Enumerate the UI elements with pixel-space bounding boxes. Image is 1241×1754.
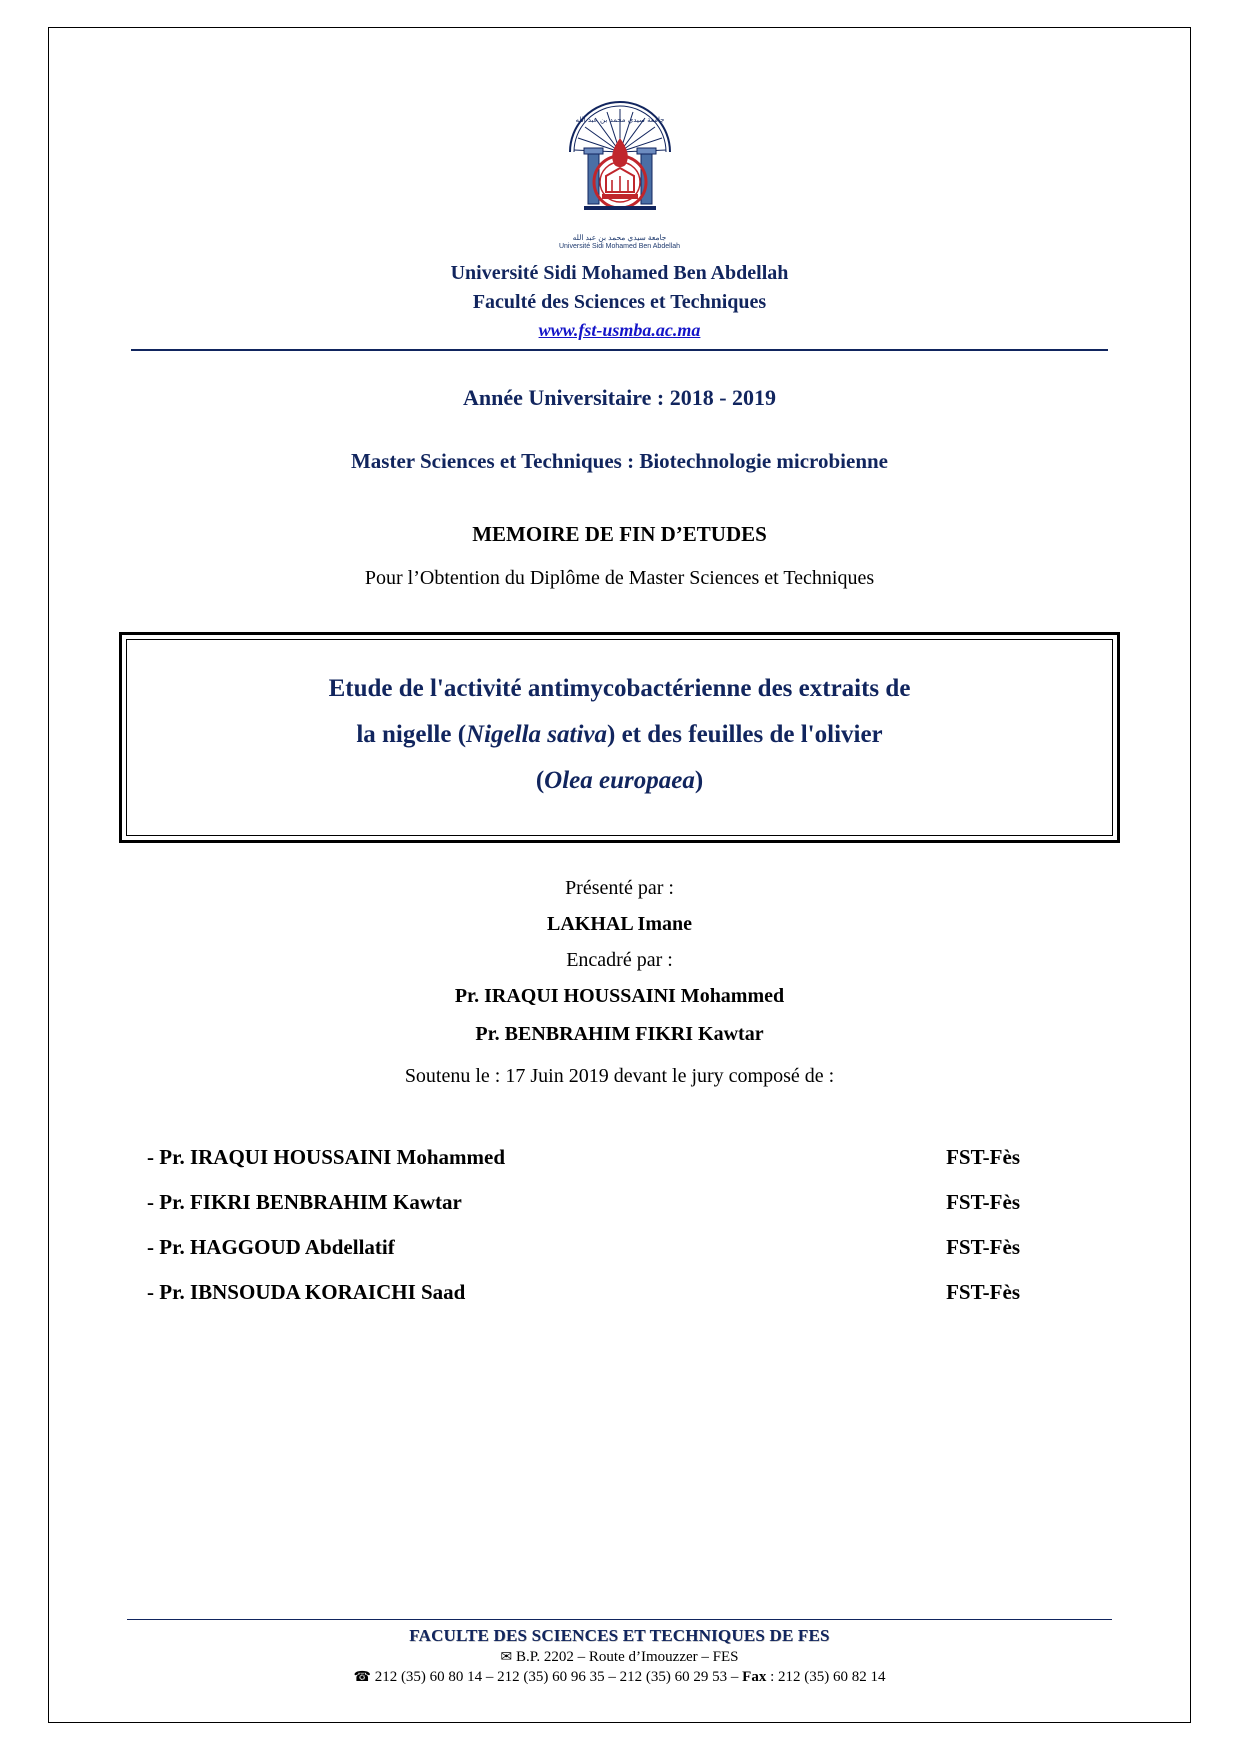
academic-year: Année Universitaire : 2018 - 2019 <box>462 384 777 410</box>
jury-member-name: - Pr. HAGGOUD Abdellatif <box>147 1234 395 1259</box>
logo-caption-arabic: جامعة سيدي محمد بن عبد الله <box>572 233 667 242</box>
document-page <box>48 27 1191 1723</box>
jury-list <box>109 1135 1130 1316</box>
university-name: Université Sidi Mohamed Ben Abdellah <box>450 261 789 284</box>
thesis-title-line-3 <box>153 758 1086 804</box>
thesis-title-box-inner <box>126 639 1113 836</box>
jury-member-affiliation: FST-Fès <box>946 1279 1020 1304</box>
mail-icon: ✉ <box>500 1649 513 1665</box>
table-row <box>147 1180 1020 1225</box>
thesis-title-box <box>119 632 1120 843</box>
page-content <box>49 28 1190 1722</box>
presentation-block <box>109 871 1130 1095</box>
footer-institution: FACULTE DES SCIENCES ET TECHNIQUES DE FES <box>409 1626 830 1645</box>
thesis-title-line-2-part2: ) et des feuilles de l'olivier <box>607 721 883 749</box>
jury-member-affiliation: FST-Fès <box>946 1234 1020 1259</box>
faculty-name: Faculté des Sciences et Techniques <box>472 290 767 313</box>
jury-member-name: - Pr. IBNSOUDA KORAICHI Saad <box>147 1279 466 1304</box>
footer-phones: 212 (35) 60 80 14 – 212 (35) 60 96 35 – 212 (35) 60 29 53 – <box>374 1669 743 1685</box>
table-row <box>147 1135 1020 1180</box>
document-type: MEMOIRE DE FIN D’ETUDES <box>472 521 767 546</box>
table-row <box>147 1270 1020 1315</box>
footer-fax: : 212 (35) 60 82 14 <box>766 1669 886 1685</box>
master-program: Master Sciences et Techniques : Biotechnologie microbienne <box>350 448 889 473</box>
thesis-title-line-3-part2: ) <box>694 767 704 795</box>
footer-contact-line <box>109 1669 1130 1686</box>
thesis-title-line-2-part1: la nigelle ( <box>356 721 467 749</box>
table-row <box>147 1225 1020 1270</box>
thesis-title-line-1: Etude de l'activité antimycobactérienne des extraits de <box>328 674 911 702</box>
university-header <box>109 259 1130 343</box>
jury-member-affiliation: FST-Fès <box>946 1144 1020 1169</box>
faculty-website-link[interactable]: www.fst-usmba.ac.ma <box>538 319 701 340</box>
jury-member-name: - Pr. IRAQUI HOUSSAINI Mohammed <box>147 1144 505 1169</box>
jury-member-name: - Pr. FIKRI BENBRAHIM Kawtar <box>147 1189 462 1214</box>
header-divider <box>131 349 1108 351</box>
thesis-title-line-3-part1: ( <box>535 767 545 795</box>
logo-container <box>109 28 1130 242</box>
jury-member-affiliation: FST-Fès <box>946 1189 1020 1214</box>
student-name: LAKHAL Imane <box>546 912 693 935</box>
footer-divider <box>127 1619 1112 1620</box>
thesis-title-species-1: Nigella sativa <box>466 721 608 749</box>
svg-text:جامعة سيدي محمد بن عبد الله: جامعة سيدي محمد بن عبد الله <box>575 116 664 124</box>
diploma-purpose: Pour l’Obtention du Diplôme de Master Sciences et Techniques <box>364 566 875 589</box>
thesis-title-line-2 <box>153 712 1086 758</box>
presented-by-label: Présenté par : <box>565 876 674 899</box>
logo-caption-french: Université Sidi Mohamed Ben Abdellah <box>558 242 680 250</box>
page-footer <box>109 1619 1130 1686</box>
supervised-by-label: Encadré par : <box>566 948 673 971</box>
footer-address: B.P. 2202 – Route d’Imouzzer – FES <box>515 1649 739 1665</box>
supervisor-2: Pr. BENBRAHIM FIKRI Kawtar <box>475 1022 764 1045</box>
footer-address-line <box>109 1649 1130 1666</box>
footer-fax-label: Fax <box>742 1669 767 1685</box>
supervisor-1: Pr. IRAQUI HOUSSAINI Mohammed <box>454 984 785 1007</box>
thesis-title-species-2: Olea europaea <box>544 767 695 795</box>
university-crest-icon <box>544 90 696 242</box>
defense-date: Soutenu le : 17 Juin 2019 devant le jury composé de : <box>404 1064 835 1087</box>
telephone-icon: ☎ <box>353 1669 371 1685</box>
